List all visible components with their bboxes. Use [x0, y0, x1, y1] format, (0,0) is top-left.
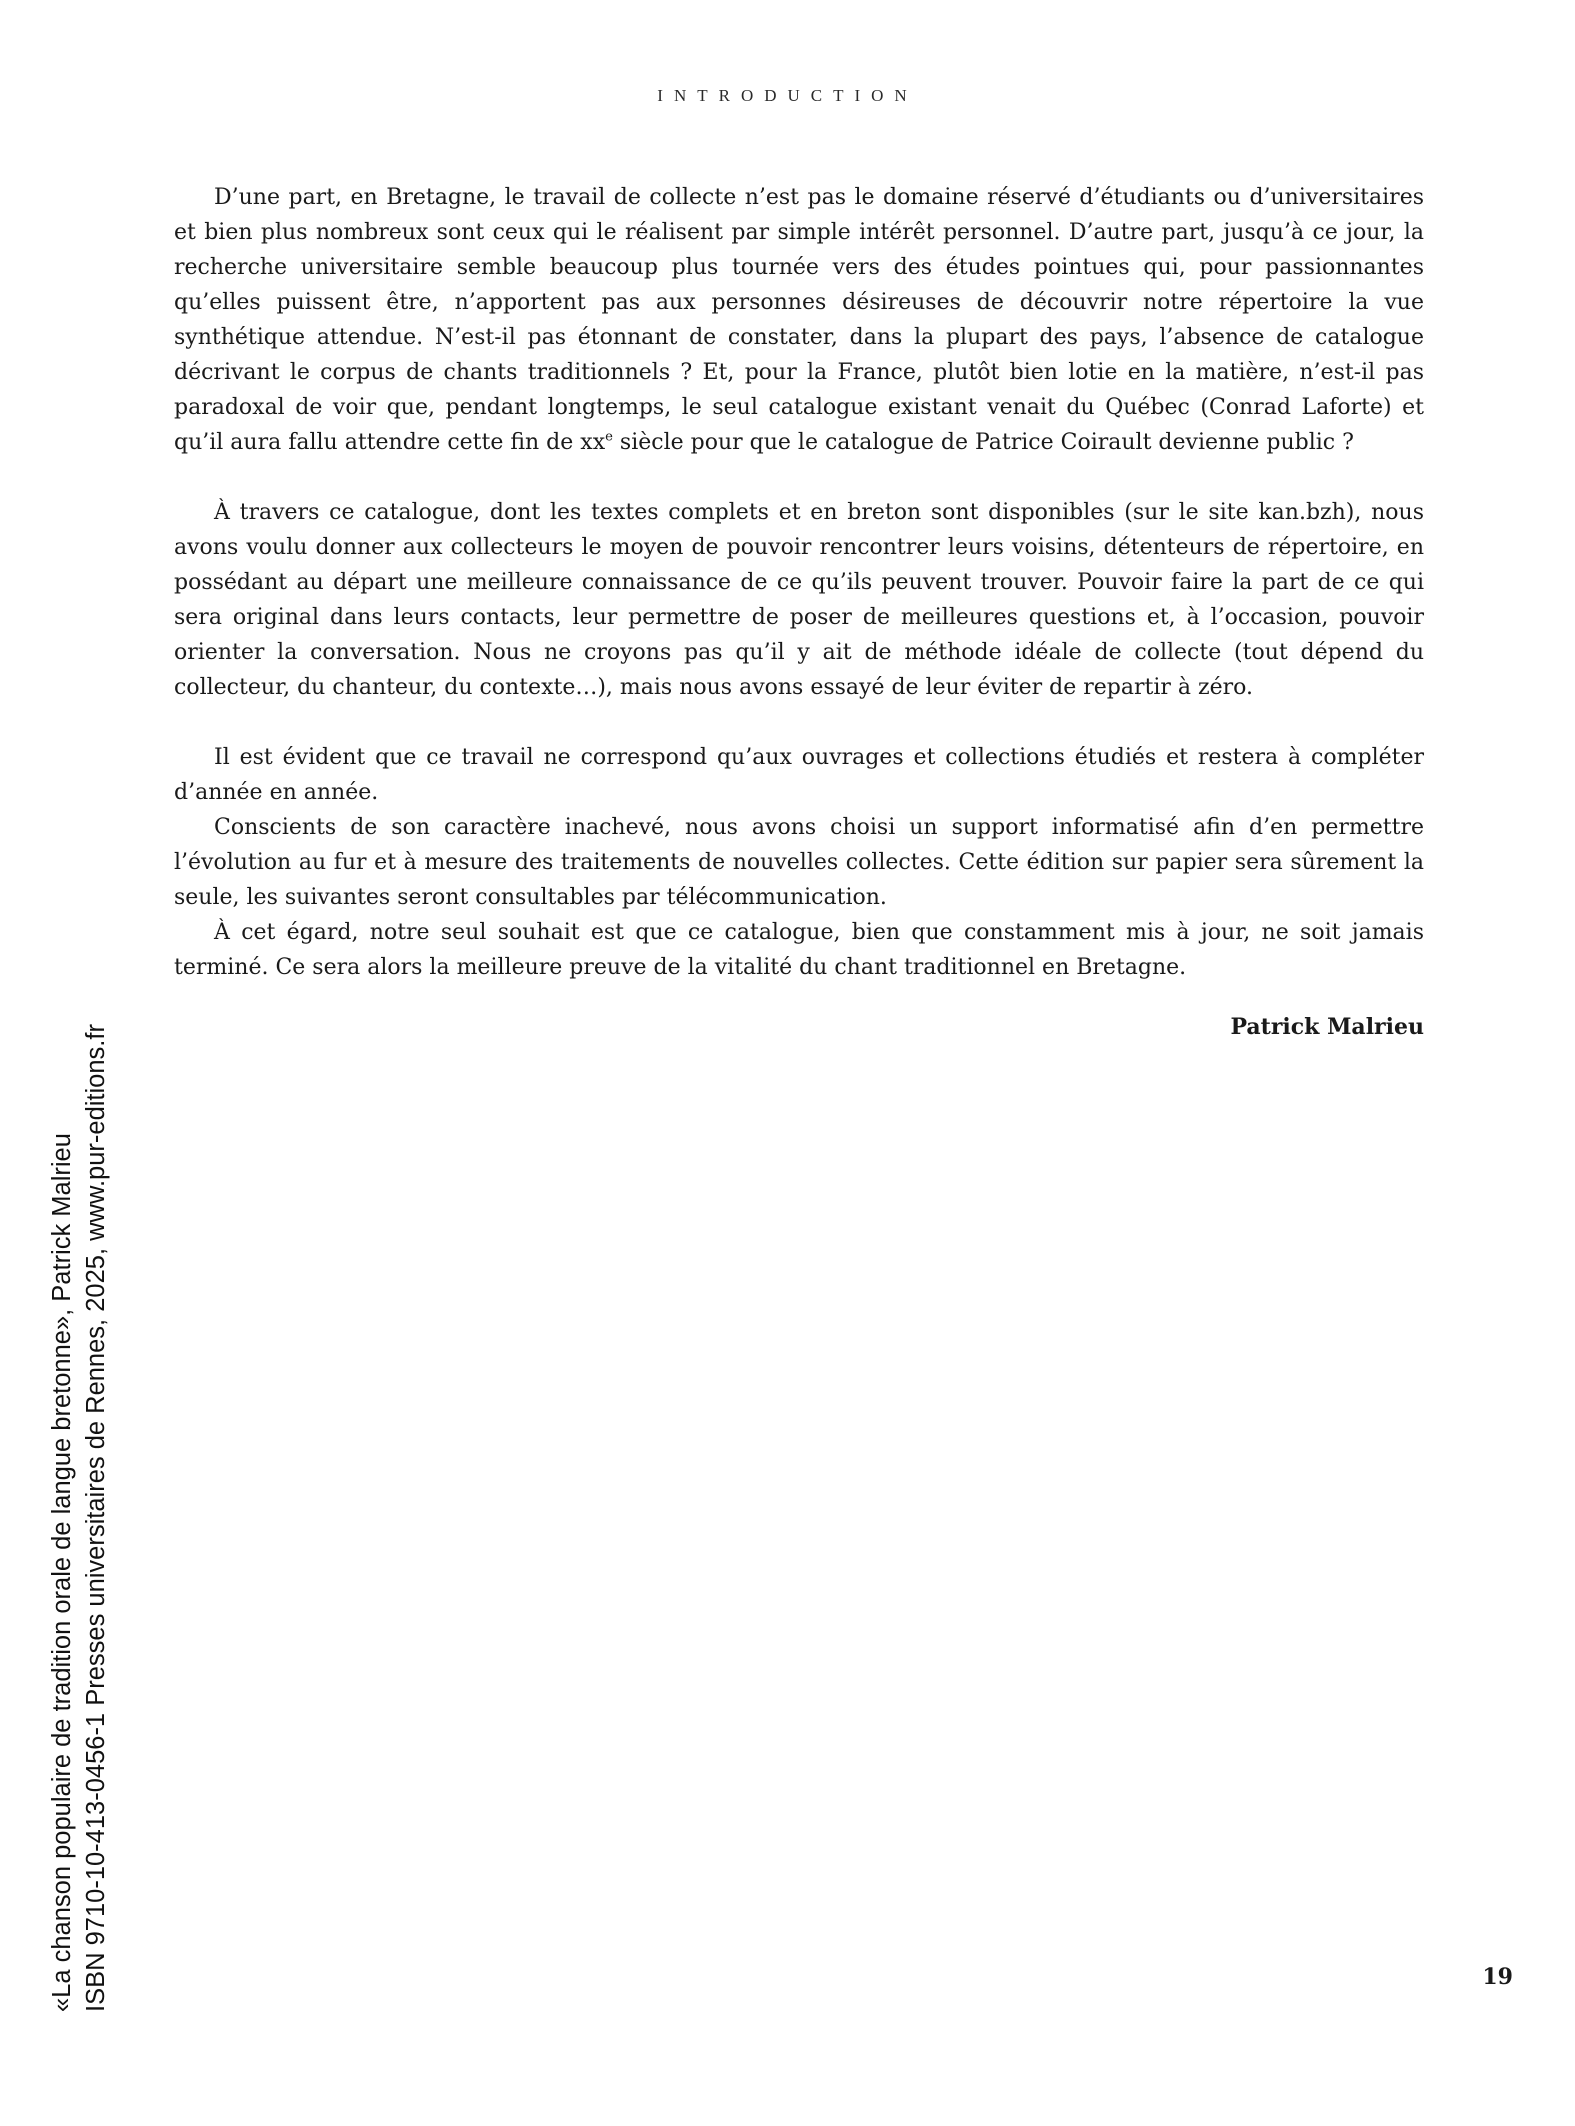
body-text	[174, 180, 1424, 985]
paragraph-2: À travers ce catalogue, dont les textes complets et en breton sont disponibles (sur le site kan.bzh), nous avons voulu donner aux collecteurs le moyen de pouvoir rencontrer leurs voisins, détenteurs de répertoire, en possédant au départ une meilleure connaissance de ce qu’ils peuvent trouver. Pouvoir faire la part de ce qui sera original dans leurs contacts, leur permettre de poser de meilleures questions et, à l’occasion, pouvoir orienter la conversation. Nous ne croyons pas qu’il y ait de méthode idéale de collecte (tout dépend du collecteur, du chanteur, du contexte…), mais nous avons essayé de leur éviter de repartir à zéro.	[174, 500, 1424, 700]
century-superscript: e	[605, 429, 613, 445]
side-note-line-2: ISBN 9710-10-413-0456-1 Presses universitaires de Rennes, 2025, www.pur-editions.fr	[82, 1024, 110, 2012]
copyright-side-note	[45, 1024, 113, 2012]
paragraph-1-end: siècle pour que le catalogue de Patrice Coirault devienne public ?	[612, 430, 1354, 455]
running-head: INTRODUCTION	[657, 86, 918, 105]
paragraph-5: À cet égard, notre seul souhait est que ce catalogue, bien que constamment mis à jour, ne soit jamais terminé. Ce sera alors la meilleure preuve de la vitalité du chant traditionnel en Bretagne.	[174, 920, 1424, 980]
paragraph-1	[174, 180, 1424, 460]
paragraph-3: Il est évident que ce travail ne correspond qu’aux ouvrages et collections étudiés et restera à compléter d’année en année.	[174, 745, 1424, 805]
paragraph-1-text: D’une part, en Bretagne, le travail de collecte n’est pas le domaine réservé d’étudiants ou d’universitaires et bien plus nombreux sont ceux qui le réalisent par simple intérêt personnel. D’autre part, jusqu’à ce jour, la recherche universitaire semble beaucoup plus tournée vers des études pointues qui, pour passionnantes qu’elles puissent être, n’apportent pas aux personnes désireuses de découvrir notre répertoire la vue synthétique attendue. N’est-il pas étonnant de constater, dans la plupart des pays, l’absence de catalogue décrivant le corpus de chants traditionnels ? Et, pour la France, plutôt bien lotie en la matière, n’est-il pas paradoxal de voir que, pendant longtemps, le seul catalogue existant venait du Québec (Conrad Laforte) et qu’il aura fallu attendre cette fin de	[174, 185, 1424, 455]
paragraph-4: Conscients de son caractère inachevé, nous avons choisi un support informatisé afin d’en permettre l’évolution au fur et à mesure des traitements de nouvelles collectes. Cette édition sur papier sera sûrement la seule, les suivantes seront consultables par télécommunication.	[174, 815, 1424, 910]
side-note-line-1: «La chanson populaire de tradition orale de langue bretonne», Patrick Malrieu	[48, 1133, 76, 2012]
century-numeral: xx	[580, 430, 606, 455]
page-number: 19	[1482, 1964, 1513, 1990]
author-signature: Patrick Malrieu	[1230, 1014, 1424, 1040]
